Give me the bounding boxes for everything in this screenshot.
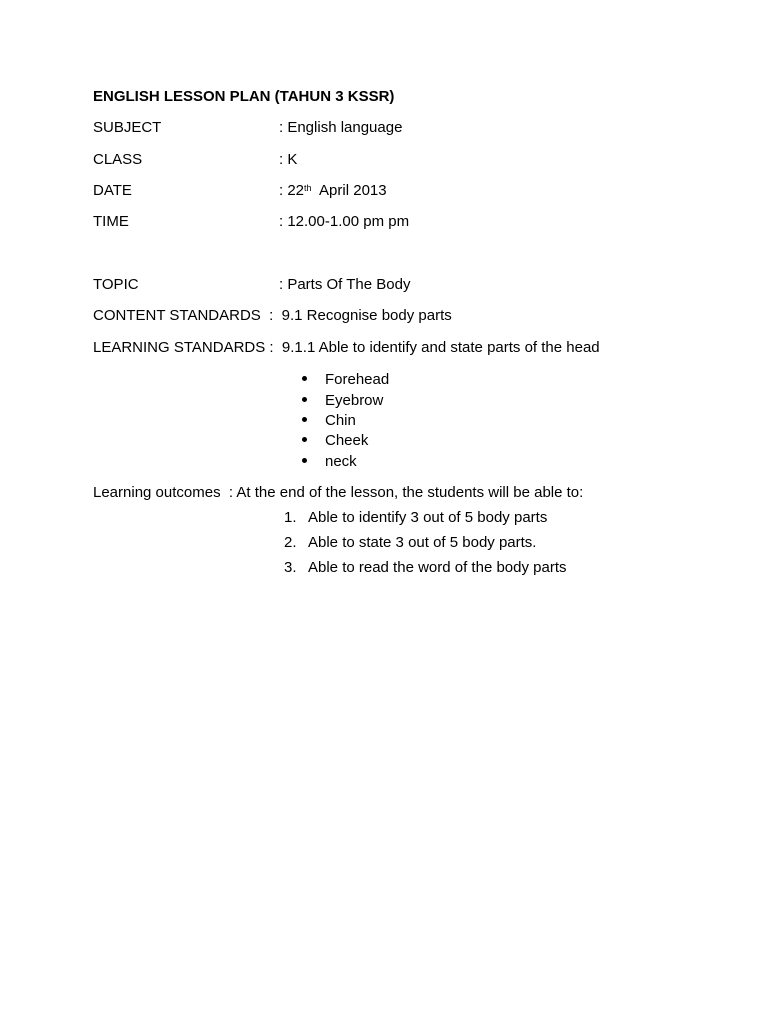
bullet-icon: [302, 376, 307, 381]
subject-label: SUBJECT: [93, 119, 162, 136]
bullet-icon: [302, 437, 307, 442]
list-item: Chin: [325, 412, 356, 429]
content-standards: CONTENT STANDARDS : 9.1 Recognise body parts: [93, 307, 452, 324]
list-item: Forehead: [325, 371, 390, 388]
list-item: Cheek: [325, 432, 369, 449]
date-day-suffix: th: [304, 183, 312, 193]
date-label: DATE: [93, 182, 132, 199]
date-day: : 22: [279, 182, 305, 199]
learning-standards: LEARNING STANDARDS : 9.1.1 Able to identify and state parts of the head: [93, 339, 600, 356]
class-label: CLASS: [93, 151, 143, 168]
list-item: Able to state 3 out of 5 body parts.: [308, 534, 537, 551]
list-item-number: 2.: [284, 534, 297, 551]
time-value: : 12.00-1.00 pm pm: [279, 213, 410, 230]
list-item: Able to read the word of the body parts: [308, 559, 567, 576]
bullet-icon: [302, 417, 307, 422]
time-label: TIME: [93, 213, 129, 230]
document-title: ENGLISH LESSON PLAN (TAHUN 3 KSSR): [93, 88, 395, 105]
topic-value: : Parts Of The Body: [279, 276, 411, 293]
date-value: [279, 182, 387, 200]
list-item-number: 3.: [284, 559, 297, 576]
list-item-number: 1.: [284, 509, 297, 526]
list-item: Able to identify 3 out of 5 body parts: [308, 509, 548, 526]
subject-value: : English language: [279, 119, 403, 136]
topic-label: TOPIC: [93, 276, 139, 293]
list-item: Eyebrow: [325, 392, 384, 409]
bullet-icon: [302, 458, 307, 463]
bullet-icon: [302, 397, 307, 402]
date-month-year: April 2013: [311, 182, 387, 199]
list-item: neck: [325, 453, 357, 470]
learning-outcomes-intro: Learning outcomes : At the end of the lesson, the students will be able to:: [93, 484, 584, 501]
class-value: : K: [279, 151, 298, 168]
